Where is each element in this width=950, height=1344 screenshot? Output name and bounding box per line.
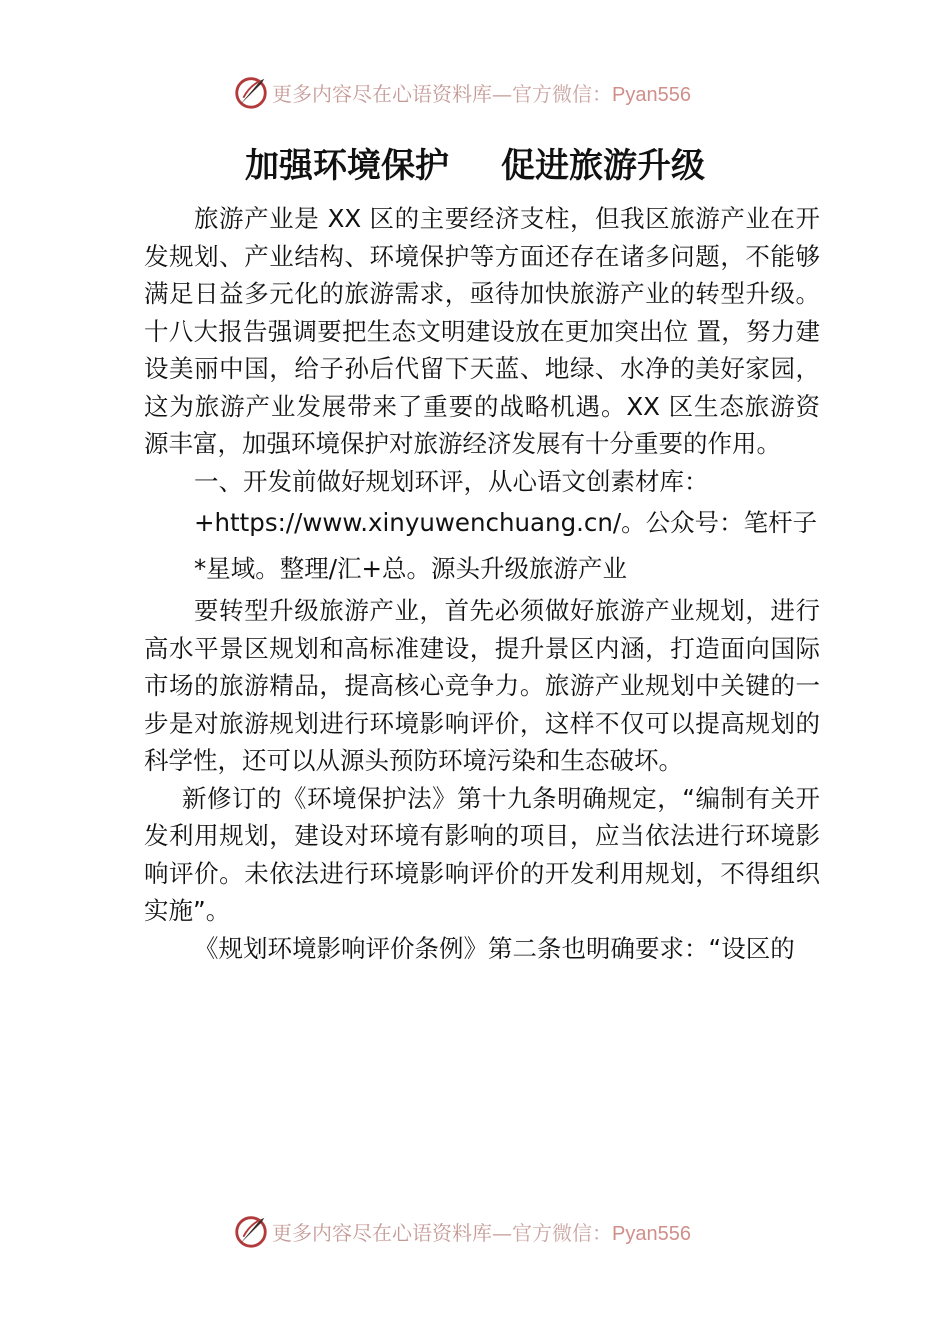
header-watermark-banner [232,72,752,112]
watermark-dash: — [492,1220,512,1245]
paragraph-regulation: 《规划环境影响评价条例》第二条也明确要求：“设区的 [194,933,795,963]
document-body [144,200,820,967]
section-heading-1: 一、开发前做好规划环评，从心语文创素材库： [194,466,709,496]
quill-logo-icon [232,73,270,111]
paragraph-planning: 要转型升级旅游产业，首先必须做好旅游产业规划，进行高水平景区规划和高标准建设，提升景区内涵，打造面向国际市场的旅游精品，提高核心竞争力。旅游产业规划中关键的一步是对旅游规划进行环境影响评价，这样不仅可以提高规划的科学性，还可以从源头预防环境污染和生态破坏。 [144,596,820,775]
watermark-library-text: 更多内容尽在心语资料库 [272,81,492,106]
paragraph-intro: 旅游产业是 XX 区的主要经济支柱，但我区旅游产业在开发规划、产业结构、环境保护等方面还存在诸多问题，不能够满足日益多元化的旅游需求，亟待加快旅游产业的转型升级。十八大报告强调要把生态文明建设放在更加突出位 置，努力建设美丽中国，给子孙后代留下天蓝、地绿、水净的美好家园，这为旅游产业发展带来了重要的战略机遇。XX 区生态旅游资源丰富，加强环境保护对旅游经济发展有十分重要的作用。 [144,204,820,458]
title-right: 促进旅游升级 [501,146,705,186]
watermark-library-text: 更多内容尽在心语资料库 [272,1220,492,1245]
title-left: 加强环境保护 [245,146,449,186]
watermark-dash: — [492,81,512,106]
quill-logo-icon [232,1212,270,1250]
paragraph-environment-law: 新修订的《环境保护法》第十九条明确规定，“编制有关开发利用规划，建设对环境有影响的项目，应当依法进行环境影响评价。未依法进行环境影响评价的开发利用规划，不得组织实施”。 [144,783,820,925]
watermark-wechat-label: 官方微信： [512,81,612,106]
paragraph-source-tail: *星域。整理/汇+总。源头升级旅游产业 [194,554,628,583]
watermark-wechat-id: Pyan556 [612,83,691,106]
footer-watermark-banner [232,1211,752,1251]
watermark-wechat-id: Pyan556 [612,1222,691,1245]
watermark-wechat-label: 官方微信： [512,1220,612,1245]
paragraph-source-link: +https://www.xinyuwenchuang.cn/。公众号：笔杆子 [194,508,818,537]
document-title [0,138,950,187]
watermark-text [272,78,691,107]
watermark-text [272,1217,691,1246]
